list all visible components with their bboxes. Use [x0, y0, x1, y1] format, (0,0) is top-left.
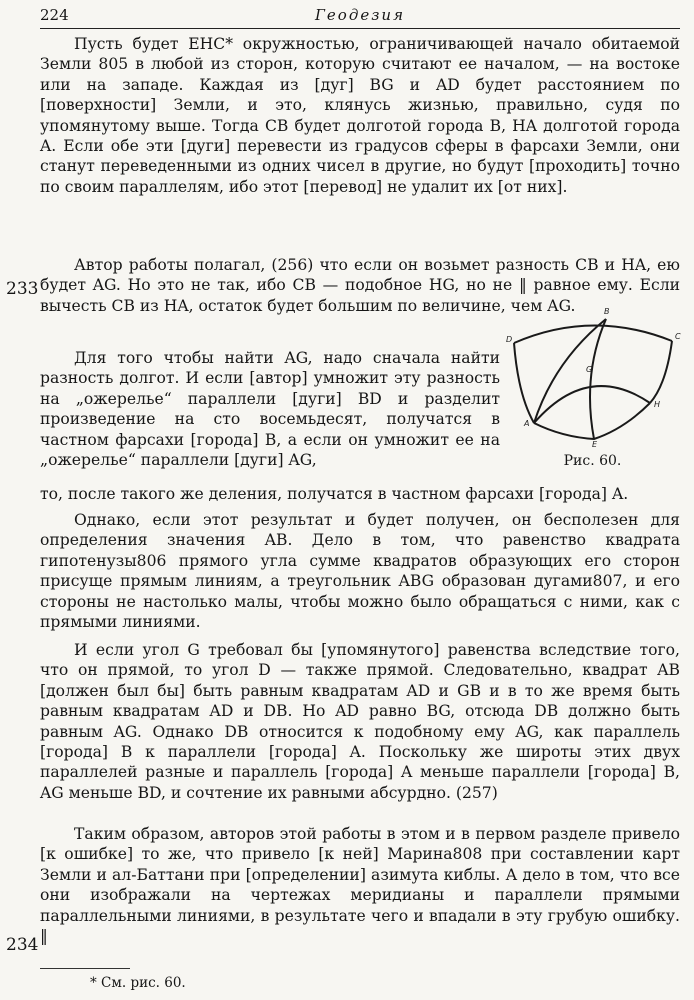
- running-title: Геодезия: [315, 6, 405, 24]
- page-number: 224: [40, 6, 69, 24]
- footnote-rule: [40, 968, 130, 969]
- paragraph-5: И если угол G требовал бы [упомянутого] равенства вследствие того, что он прямой, то угол D — также прямой. Следовательно, квадрат AB [должен был бы] быть равным квадратам AD и GB и в то же время быть равным квадратам AD и DB. Но AD равно BG, отсюда DB должно быть равным AG. Однако DB относится к подобному ему AG, как параллель [города] B к параллели [города] A. Поскольку же широты этих двух параллелей разные и параллель [города] A меньше параллели [города] B, AG меньше BD, и сочтение их равными абсурдно. (257): [40, 641, 680, 802]
- label-h: H: [654, 400, 661, 409]
- label-b: B: [604, 307, 610, 316]
- footnote: * См. рис. 60.: [90, 975, 186, 991]
- label-d: D: [506, 335, 513, 344]
- paragraph-6: Таким образом, авторов этой работы в этом и в первом разделе привело [к ошибке] то же, что привело [к ней] Марина808 при составлении карт Земли и ал-Баттани при [определении] азимута киблы. А дело в том, что все они изображали на чертежах меридианы и параллели прямыми параллельными линиями, в результате чего и впадали в эту грубую ошибку. ‖: [40, 825, 680, 946]
- arc-c-h: [650, 341, 672, 403]
- arc-d-a: [514, 343, 534, 423]
- figure-60: [500, 305, 685, 475]
- label-a: A: [524, 419, 530, 428]
- margin-number-233: 233: [6, 279, 39, 299]
- figure-caption: Рис. 60.: [563, 453, 622, 469]
- paragraph-4: Однако, если этот результат и будет получен, он бесполезен для определения значения AB. Дело в том, что равенство квадрата гипотенузы806 прямого угла сумме квадратов образующих его сторон присуще прямым линиям, а треугольник ABG образован дугами807, и его стороны не настолько малы, чтобы можно было обращаться с ними, как с прямыми линиями.: [40, 511, 680, 632]
- paragraph-2: Автор работы полагал, (256) что если он возьмет разность CB и HA, ею будет AG. Но это не так, ибо CB — подобное HG, но не ‖ равное ему. Если вычесть CB из HA, остаток будет большим по величине, чем AG.: [40, 256, 680, 315]
- arc-a-b: [534, 319, 606, 423]
- paragraph-1: Пусть будет EHC* окружностью, ограничивающей начало обитаемой Земли 805 в любой из сторон, которую считают ее началом, — на востоке или на западе. Каждая из [дуг] BG и AD будет расстоянием по [поверхности] Земли, и это, клянусь жизнью, правильно, судя по упомянутому выше. Тогда CB будет долготой города B, HA долготой города A. Если обе эти [дуги] перевести из градусов сферы в фарсахи Земли, они станут переведенными из одних чисел в другие, но будут [проходить] точно по своим параллелям, ибо этот [перевод] не удалит их [от них].: [40, 35, 680, 196]
- label-e: E: [592, 440, 598, 449]
- paragraph-3-continued: то, после такого же деления, получатся в частном фарсахи [города] A.: [40, 485, 629, 503]
- arc-d-c: [514, 325, 672, 343]
- label-c: C: [675, 332, 681, 341]
- paragraph-3: Для того чтобы найти AG, надо сначала найти разность долгот. И если [автор] умножит эту разность на „ожерелье“ параллели [дуги] BD и разделит произведение на сто восемьдесят, получатся в частном фарсахи [города] B, а если он умножит ее на „ожерелье“ параллели [дуги] AG,: [40, 349, 500, 470]
- running-header: [40, 6, 680, 29]
- arc-b-g-e: [590, 319, 606, 439]
- label-g: G: [586, 365, 593, 374]
- margin-number-234: 234: [6, 935, 39, 955]
- figure-60-diagram: [500, 305, 685, 450]
